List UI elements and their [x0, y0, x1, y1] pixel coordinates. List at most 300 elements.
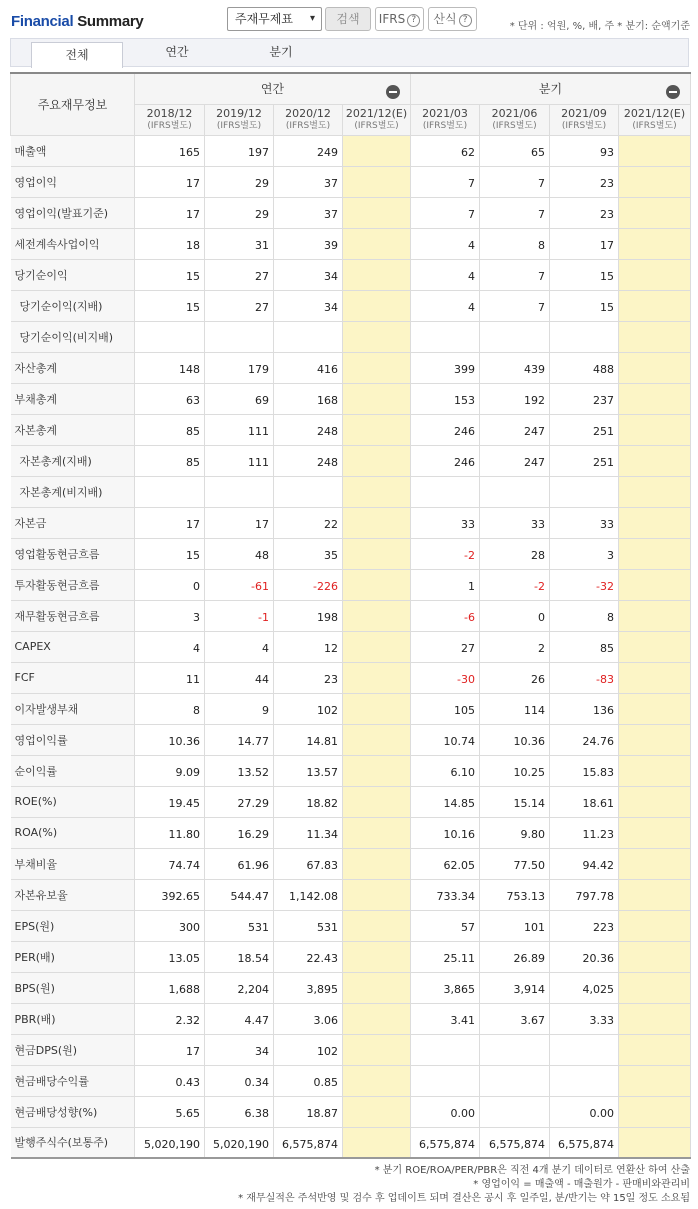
table-cell: [619, 352, 691, 383]
table-cell: [619, 1127, 691, 1158]
table-row: [11, 786, 691, 817]
table-cell: 197: [205, 135, 274, 166]
table-row: [11, 972, 691, 1003]
table-cell: 223: [550, 910, 619, 941]
table-cell: 251: [550, 414, 619, 445]
table-cell: [343, 166, 411, 197]
row-label: 현금DPS(원): [11, 1034, 135, 1065]
table-cell: [619, 228, 691, 259]
table-cell: 4: [411, 259, 480, 290]
table-cell: 62.05: [411, 848, 480, 879]
table-cell: 39: [274, 228, 343, 259]
table-cell: 93: [550, 135, 619, 166]
quarter-group-label: 분기: [538, 82, 563, 97]
column-basis: (IFRS별도): [632, 120, 677, 131]
table-cell: -6: [411, 600, 480, 631]
table-cell: 35: [274, 538, 343, 569]
table-cell: [274, 476, 343, 507]
table-cell: 44: [205, 662, 274, 693]
table-cell: 153: [411, 383, 480, 414]
table-cell: 26: [480, 662, 550, 693]
table-cell: [480, 1065, 550, 1096]
table-cell: 136: [550, 693, 619, 724]
table-cell: 23: [274, 662, 343, 693]
ifrs-help-button[interactable]: [375, 7, 424, 31]
table-cell: 0.00: [550, 1096, 619, 1127]
table-cell: 0: [135, 569, 205, 600]
formula-help-button[interactable]: [428, 7, 477, 31]
table-cell: 61.96: [205, 848, 274, 879]
table-row: [11, 166, 691, 197]
table-cell: [135, 321, 205, 352]
table-cell: [411, 1034, 480, 1065]
chevron-down-icon: ▾: [309, 13, 315, 24]
table-cell: [619, 1065, 691, 1096]
table-row: [11, 321, 691, 352]
table-cell: [619, 941, 691, 972]
table-cell: 13.57: [274, 755, 343, 786]
table-cell: [550, 476, 619, 507]
table-cell: 37: [274, 166, 343, 197]
table-cell: [619, 786, 691, 817]
table-cell: [619, 507, 691, 538]
table-row: [11, 1065, 691, 1096]
table-cell: 105: [411, 693, 480, 724]
table-cell: 0.34: [205, 1065, 274, 1096]
table-cell: [619, 693, 691, 724]
statement-type-select[interactable]: [227, 7, 322, 31]
table-cell: 15: [550, 290, 619, 321]
table-cell: [343, 941, 411, 972]
title-financial: Financial: [11, 13, 74, 30]
select-value: 주재무제표: [235, 12, 293, 26]
collapse-annual-icon[interactable]: [386, 85, 400, 99]
page-title: [11, 13, 143, 30]
table-row: [11, 1003, 691, 1034]
table-cell: [619, 724, 691, 755]
table-cell: 4,025: [550, 972, 619, 1003]
table-cell: 168: [274, 383, 343, 414]
table-cell: 237: [550, 383, 619, 414]
table-cell: 27.29: [205, 786, 274, 817]
table-cell: 111: [205, 414, 274, 445]
row-label: PER(배): [11, 941, 135, 972]
table-cell: [619, 1096, 691, 1127]
table-cell: 249: [274, 135, 343, 166]
table-cell: 28: [480, 538, 550, 569]
row-label: EPS(원): [11, 910, 135, 941]
question-icon: ?: [407, 14, 420, 27]
table-cell: 111: [205, 445, 274, 476]
table-cell: [343, 631, 411, 662]
table-cell: 246: [411, 414, 480, 445]
table-cell: [343, 507, 411, 538]
table-cell: [343, 693, 411, 724]
table-cell: 148: [135, 352, 205, 383]
table-cell: [343, 662, 411, 693]
table-cell: 62: [411, 135, 480, 166]
row-label: 자본총계(비지배): [11, 476, 135, 507]
table-cell: 9.09: [135, 755, 205, 786]
table-cell: 488: [550, 352, 619, 383]
table-row: [11, 1096, 691, 1127]
table-cell: 4: [135, 631, 205, 662]
column-header: [274, 104, 343, 135]
table-row: [11, 1127, 691, 1158]
period-tabs: [10, 38, 689, 67]
table-cell: 9.80: [480, 817, 550, 848]
table-cell: 3.67: [480, 1003, 550, 1034]
table-cell: 753.13: [480, 879, 550, 910]
table-row: [11, 755, 691, 786]
table-cell: 0.85: [274, 1065, 343, 1096]
table-row: [11, 817, 691, 848]
table-cell: [619, 600, 691, 631]
table-cell: 27: [205, 259, 274, 290]
column-header: [205, 104, 274, 135]
table-cell: 31: [205, 228, 274, 259]
table-cell: -2: [480, 569, 550, 600]
table-cell: 15: [135, 259, 205, 290]
table-cell: 6,575,874: [274, 1127, 343, 1158]
table-cell: 0: [480, 600, 550, 631]
table-row: [11, 228, 691, 259]
table-row: [11, 1034, 691, 1065]
column-basis: (IFRS별도): [492, 120, 537, 131]
row-label: 당기순이익(비지배): [11, 321, 135, 352]
row-label: CAPEX: [11, 631, 135, 662]
table-body: [11, 135, 691, 1158]
row-label: 재무활동현금흐름: [11, 600, 135, 631]
table-cell: 797.78: [550, 879, 619, 910]
table-cell: 17: [550, 228, 619, 259]
table-cell: 57: [411, 910, 480, 941]
table-cell: 29: [205, 166, 274, 197]
tab-all[interactable]: 전체: [31, 42, 123, 68]
row-label: 자본총계: [11, 414, 135, 445]
table-cell: [619, 538, 691, 569]
row-label: 이자발생부채: [11, 693, 135, 724]
row-label: 당기순이익: [11, 259, 135, 290]
table-cell: 85: [550, 631, 619, 662]
table-cell: 10.36: [135, 724, 205, 755]
table-row: [11, 662, 691, 693]
table-cell: 10.25: [480, 755, 550, 786]
table-cell: 33: [550, 507, 619, 538]
table-cell: 300: [135, 910, 205, 941]
row-label: BPS(원): [11, 972, 135, 1003]
table-cell: [411, 476, 480, 507]
table-cell: 544.47: [205, 879, 274, 910]
table-cell: -32: [550, 569, 619, 600]
table-cell: 7: [480, 259, 550, 290]
table-cell: 1: [411, 569, 480, 600]
row-label: 매출액: [11, 135, 135, 166]
table-cell: 14.77: [205, 724, 274, 755]
table-cell: [343, 1127, 411, 1158]
table-cell: 85: [135, 414, 205, 445]
table-cell: 34: [205, 1034, 274, 1065]
column-period: 2021/06: [491, 106, 538, 120]
table-cell: [343, 972, 411, 1003]
table-cell: [343, 197, 411, 228]
table-cell: 7: [480, 166, 550, 197]
footnotes: [238, 1164, 690, 1206]
table-cell: [135, 476, 205, 507]
table-cell: [619, 662, 691, 693]
table-row: [11, 879, 691, 910]
table-cell: 14.85: [411, 786, 480, 817]
question-icon: ?: [459, 14, 472, 27]
table-cell: 531: [205, 910, 274, 941]
table-cell: 3,914: [480, 972, 550, 1003]
table-cell: 18.61: [550, 786, 619, 817]
table-cell: 6,575,874: [480, 1127, 550, 1158]
table-cell: 3: [550, 538, 619, 569]
table-cell: 15.14: [480, 786, 550, 817]
table-cell: [343, 879, 411, 910]
table-cell: [619, 569, 691, 600]
table-cell: 17: [135, 1034, 205, 1065]
table-row: [11, 259, 691, 290]
table-row: [11, 538, 691, 569]
table-cell: 3,895: [274, 972, 343, 1003]
column-header: [135, 104, 205, 135]
table-cell: [343, 414, 411, 445]
table-cell: 17: [135, 197, 205, 228]
table-cell: 247: [480, 445, 550, 476]
column-period: 2021/09: [561, 106, 607, 120]
row-label: 부채총계: [11, 383, 135, 414]
table-row: [11, 445, 691, 476]
table-cell: -1: [205, 600, 274, 631]
table-cell: 8: [550, 600, 619, 631]
column-period: 2020/12: [285, 106, 331, 120]
table-cell: 17: [135, 166, 205, 197]
table-cell: [619, 631, 691, 662]
table-cell: [550, 1034, 619, 1065]
row-label: 영업활동현금흐름: [11, 538, 135, 569]
row-label: 자본총계(지배): [11, 445, 135, 476]
column-header: [411, 104, 480, 135]
table-cell: [550, 321, 619, 352]
table-cell: 198: [274, 600, 343, 631]
table-cell: 7: [411, 166, 480, 197]
annual-group-header: [135, 73, 411, 104]
table-cell: [343, 1065, 411, 1096]
row-label: 세전계속사업이익: [11, 228, 135, 259]
table-cell: 33: [411, 507, 480, 538]
financial-summary-table: [10, 72, 691, 1159]
table-cell: [619, 445, 691, 476]
table-cell: 4: [205, 631, 274, 662]
table-cell: 3.41: [411, 1003, 480, 1034]
table-cell: 13.05: [135, 941, 205, 972]
table-cell: [343, 228, 411, 259]
table-cell: [480, 476, 550, 507]
table-cell: 7: [480, 290, 550, 321]
table-cell: [343, 724, 411, 755]
top-bar: [0, 0, 698, 38]
table-row: [11, 631, 691, 662]
table-cell: [411, 1065, 480, 1096]
table-cell: 26.89: [480, 941, 550, 972]
table-cell: 9: [205, 693, 274, 724]
table-cell: -30: [411, 662, 480, 693]
formula-label: 산식: [433, 12, 457, 26]
table-cell: 27: [411, 631, 480, 662]
table-cell: 3: [135, 600, 205, 631]
table-cell: 12: [274, 631, 343, 662]
column-basis: (IFRS별도): [422, 120, 468, 131]
column-header: [550, 104, 619, 135]
table-cell: 85: [135, 445, 205, 476]
table-cell: [480, 321, 550, 352]
column-period: 2021/12(E): [623, 106, 686, 120]
table-cell: 1,688: [135, 972, 205, 1003]
row-label: 영업이익률: [11, 724, 135, 755]
table-cell: -83: [550, 662, 619, 693]
label-header: 주요재무정보: [11, 73, 135, 135]
table-cell: 11.34: [274, 817, 343, 848]
row-label: 자본금: [11, 507, 135, 538]
table-row: [11, 941, 691, 972]
table-cell: 10.16: [411, 817, 480, 848]
table-cell: 24.76: [550, 724, 619, 755]
table-cell: 23: [550, 166, 619, 197]
table-cell: 22: [274, 507, 343, 538]
table-cell: [343, 910, 411, 941]
unit-note: * 단위 : 억원, %, 배, 주 * 분기: 순액기준: [509, 21, 690, 32]
table-cell: 23: [550, 197, 619, 228]
table-cell: 8: [480, 228, 550, 259]
row-label: ROA(%): [11, 817, 135, 848]
footnote: * 영업이익 = 매출액 - 매출원가 - 판매비와관리비: [473, 1179, 690, 1190]
row-label: 당기순이익(지배): [11, 290, 135, 321]
table-cell: 733.34: [411, 879, 480, 910]
table-cell: 102: [274, 693, 343, 724]
table-cell: [343, 755, 411, 786]
row-label: ROE(%): [11, 786, 135, 817]
table-cell: 4: [411, 290, 480, 321]
table-row: [11, 352, 691, 383]
table-cell: 5.65: [135, 1096, 205, 1127]
table-cell: [343, 1096, 411, 1127]
table-cell: [205, 321, 274, 352]
table-cell: [343, 383, 411, 414]
table-row: [11, 910, 691, 941]
row-label: 발행주식수(보통주): [11, 1127, 135, 1158]
collapse-quarter-icon[interactable]: [666, 85, 680, 99]
table-row: [11, 507, 691, 538]
table-cell: 6,575,874: [411, 1127, 480, 1158]
table-cell: 11: [135, 662, 205, 693]
column-period: 2019/12: [216, 106, 262, 120]
ifrs-label: IFRS: [378, 12, 406, 26]
table-cell: [343, 135, 411, 166]
table-cell: 2,204: [205, 972, 274, 1003]
table-cell: 48: [205, 538, 274, 569]
table-cell: -2: [411, 538, 480, 569]
table-cell: 67.83: [274, 848, 343, 879]
table-cell: 77.50: [480, 848, 550, 879]
table-cell: 13.52: [205, 755, 274, 786]
table-cell: [480, 1096, 550, 1127]
table-row: [11, 724, 691, 755]
table-cell: 17: [205, 507, 274, 538]
table-cell: [619, 755, 691, 786]
table-cell: 18.82: [274, 786, 343, 817]
row-label: 부채비율: [11, 848, 135, 879]
table-cell: 16.29: [205, 817, 274, 848]
table-cell: 7: [480, 197, 550, 228]
table-cell: 29: [205, 197, 274, 228]
tab-annual[interactable]: 연간: [165, 45, 189, 59]
table-cell: 0.00: [411, 1096, 480, 1127]
table-cell: 5,020,190: [205, 1127, 274, 1158]
table-row: [11, 414, 691, 445]
table-cell: 37: [274, 197, 343, 228]
row-label: 현금배당성향(%): [11, 1096, 135, 1127]
table-cell: [619, 879, 691, 910]
table-cell: -61: [205, 569, 274, 600]
table-cell: 5,020,190: [135, 1127, 205, 1158]
table-cell: [343, 321, 411, 352]
column-basis: (IFRS별도): [285, 120, 331, 131]
table-row: [11, 693, 691, 724]
table-cell: 69: [205, 383, 274, 414]
column-header: [619, 104, 691, 135]
title-summary: Summary: [77, 13, 144, 30]
table-cell: [619, 383, 691, 414]
table-cell: 15: [550, 259, 619, 290]
table-cell: [619, 1034, 691, 1065]
table-cell: [343, 445, 411, 476]
row-label: 순이익률: [11, 755, 135, 786]
table-cell: [343, 1034, 411, 1065]
table-cell: 63: [135, 383, 205, 414]
table-cell: 101: [480, 910, 550, 941]
table-cell: 246: [411, 445, 480, 476]
table-cell: [619, 166, 691, 197]
table-cell: 15: [135, 290, 205, 321]
table-row: [11, 569, 691, 600]
table-cell: 3,865: [411, 972, 480, 1003]
quarter-group-header: [411, 73, 691, 104]
column-basis: (IFRS별도): [147, 120, 192, 131]
table-cell: 34: [274, 259, 343, 290]
table-cell: [343, 259, 411, 290]
table-cell: 3.33: [550, 1003, 619, 1034]
table-cell: [619, 197, 691, 228]
table-row: [11, 290, 691, 321]
table-cell: [619, 476, 691, 507]
table-cell: 439: [480, 352, 550, 383]
table-row: [11, 476, 691, 507]
tab-quarter[interactable]: 분기: [269, 45, 293, 59]
table-cell: -226: [274, 569, 343, 600]
table-cell: [343, 848, 411, 879]
table-cell: 7: [411, 197, 480, 228]
column-period: 2021/12(E): [345, 106, 408, 120]
column-header: [480, 104, 550, 135]
table-cell: 15: [135, 538, 205, 569]
table-cell: 17: [135, 507, 205, 538]
column-basis: (IFRS별도): [216, 120, 262, 131]
table-cell: [205, 476, 274, 507]
table-cell: 22.43: [274, 941, 343, 972]
search-button[interactable]: 검색: [325, 7, 371, 31]
